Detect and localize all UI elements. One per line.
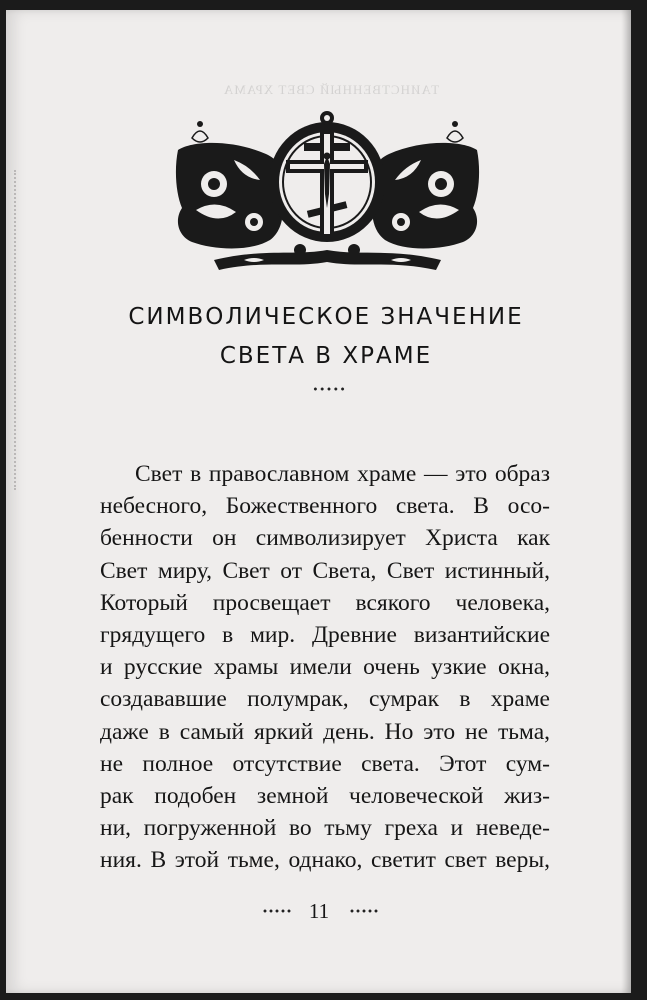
footer-dots-right [349, 909, 379, 913]
bleed-running-header: ТАИНСТВЕННЫЙ СВЕТ ХРАМА [222, 82, 440, 97]
text-line: Свет миру, Свет от Света, Свет истинный, [100, 557, 550, 584]
text-line: даже в самый яркий день. Но это не тьма, [100, 718, 550, 745]
cross-headpiece-ornament-icon [174, 110, 481, 275]
chapter-title-line-1: СИМВОЛИЧЕСКОЕ ЗНАЧЕНИЕ [128, 304, 524, 330]
binding-stitches [14, 170, 20, 490]
text-line: грядущего в мир. Древние византийские [100, 622, 550, 649]
title-divider-dots [312, 387, 346, 391]
text-line: бенности он символизирует Христа как [100, 525, 550, 552]
text-line: ния. В этой тьме, однако, светит свет веры, [100, 847, 550, 874]
footer-dots-left [262, 909, 292, 913]
text-line: Который просвещает всякого человека, [100, 589, 550, 616]
text-line: рак подобен земной человеческой жиз- [100, 783, 550, 810]
page-number: 11 [308, 899, 330, 923]
text-line: не полное отсутствие света. Этот сум- [100, 750, 550, 777]
text-line: небесного, Божественного света. В осо- [100, 493, 550, 520]
body-paragraph [100, 458, 550, 877]
text-line: и русские храмы имели очень узкие окна, [100, 654, 550, 681]
text-line: Свет в православном храме — это образ [135, 461, 550, 487]
chapter-title-line-2: СВЕТА В ХРАМЕ [219, 343, 433, 369]
text-line: создававшие полумрак, сумрак в храме [100, 686, 550, 713]
book-page [6, 10, 631, 993]
text-line: ни, погруженной во тьму греха и неведе- [100, 815, 550, 842]
